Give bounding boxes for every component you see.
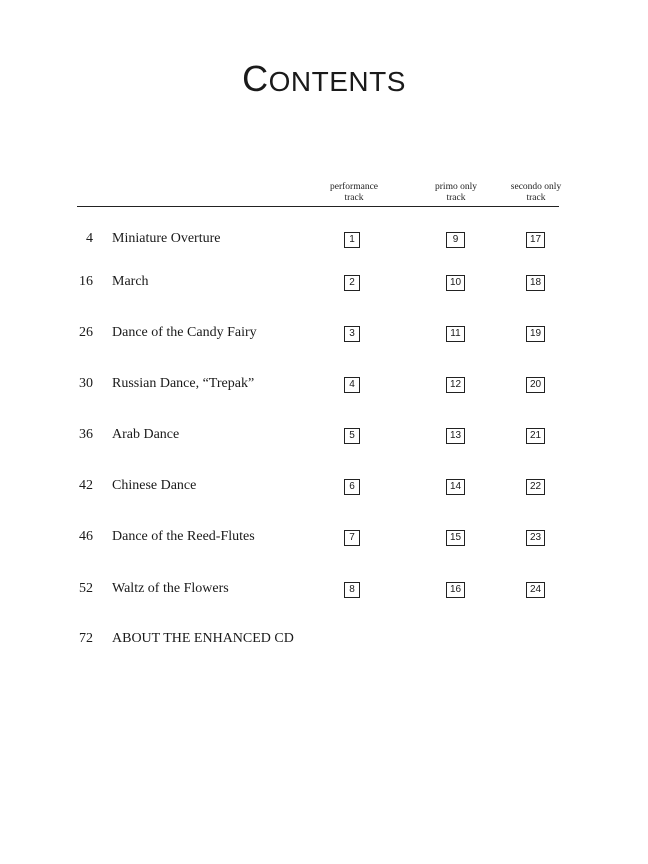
secondo-track-number: 23 (526, 530, 545, 546)
piece-title[interactable]: Dance of the Reed-Flutes (112, 529, 255, 544)
page-number: 4 (86, 231, 93, 246)
performance-track-number: 8 (344, 582, 360, 598)
contents-row[interactable] (0, 272, 648, 296)
column-header-line: secondo only (510, 182, 562, 192)
piece-title[interactable]: March (112, 274, 149, 289)
piece-title[interactable]: Dance of the Candy Fairy (112, 325, 257, 340)
page-title-rest: ONTENTS (268, 66, 406, 97)
contents-row[interactable] (0, 374, 648, 398)
column-header-secondo (491, 182, 581, 204)
column-header-line: track (446, 193, 466, 203)
primo-track-number: 10 (446, 275, 465, 291)
page-number: 46 (79, 529, 93, 544)
performance-track-number: 6 (344, 479, 360, 495)
primo-track-number: 16 (446, 582, 465, 598)
contents-row[interactable] (0, 229, 648, 253)
performance-track-number: 2 (344, 275, 360, 291)
secondo-track-number: 18 (526, 275, 545, 291)
performance-track-number: 1 (344, 232, 360, 248)
piece-title[interactable]: Miniature Overture (112, 231, 221, 246)
enhanced-cd-title[interactable]: ABOUT THE ENHANCED CD (112, 631, 294, 646)
primo-track-number: 11 (446, 326, 465, 342)
contents-row-enhanced-cd[interactable] (0, 629, 648, 653)
page-number: 26 (79, 325, 93, 340)
contents-row[interactable] (0, 579, 648, 603)
page-number: 36 (79, 427, 93, 442)
contents-row[interactable] (0, 527, 648, 551)
performance-track-number: 3 (344, 326, 360, 342)
primo-track-number: 12 (446, 377, 465, 393)
primo-track-number: 9 (446, 232, 465, 248)
piece-title[interactable]: Russian Dance, “Trepak” (112, 376, 255, 391)
header-divider (77, 206, 559, 207)
secondo-track-number: 22 (526, 479, 545, 495)
column-header-line: performance (330, 182, 378, 192)
secondo-track-number: 19 (526, 326, 545, 342)
performance-track-number: 5 (344, 428, 360, 444)
secondo-track-number: 21 (526, 428, 545, 444)
column-header-primo (411, 182, 501, 204)
page-title-initial: C (242, 58, 269, 99)
page-number: 42 (79, 478, 93, 493)
primo-track-number: 15 (446, 530, 465, 546)
secondo-track-number: 20 (526, 377, 545, 393)
contents-row[interactable] (0, 323, 648, 347)
column-header-line: primo only (435, 182, 477, 192)
contents-row[interactable] (0, 476, 648, 500)
page-number: 72 (79, 631, 93, 646)
secondo-track-number: 24 (526, 582, 545, 598)
page-number: 52 (79, 581, 93, 596)
piece-title[interactable]: Chinese Dance (112, 478, 197, 493)
page-title (0, 58, 648, 100)
contents-row[interactable] (0, 425, 648, 449)
page-number: 16 (79, 274, 93, 289)
column-header-line: track (526, 193, 546, 203)
column-header-performance (309, 182, 399, 204)
piece-title[interactable]: Arab Dance (112, 427, 180, 442)
column-header-line: track (344, 193, 364, 203)
performance-track-number: 4 (344, 377, 360, 393)
piece-title[interactable]: Waltz of the Flowers (112, 581, 229, 596)
primo-track-number: 13 (446, 428, 465, 444)
performance-track-number: 7 (344, 530, 360, 546)
page-number: 30 (79, 376, 93, 391)
secondo-track-number: 17 (526, 232, 545, 248)
primo-track-number: 14 (446, 479, 465, 495)
